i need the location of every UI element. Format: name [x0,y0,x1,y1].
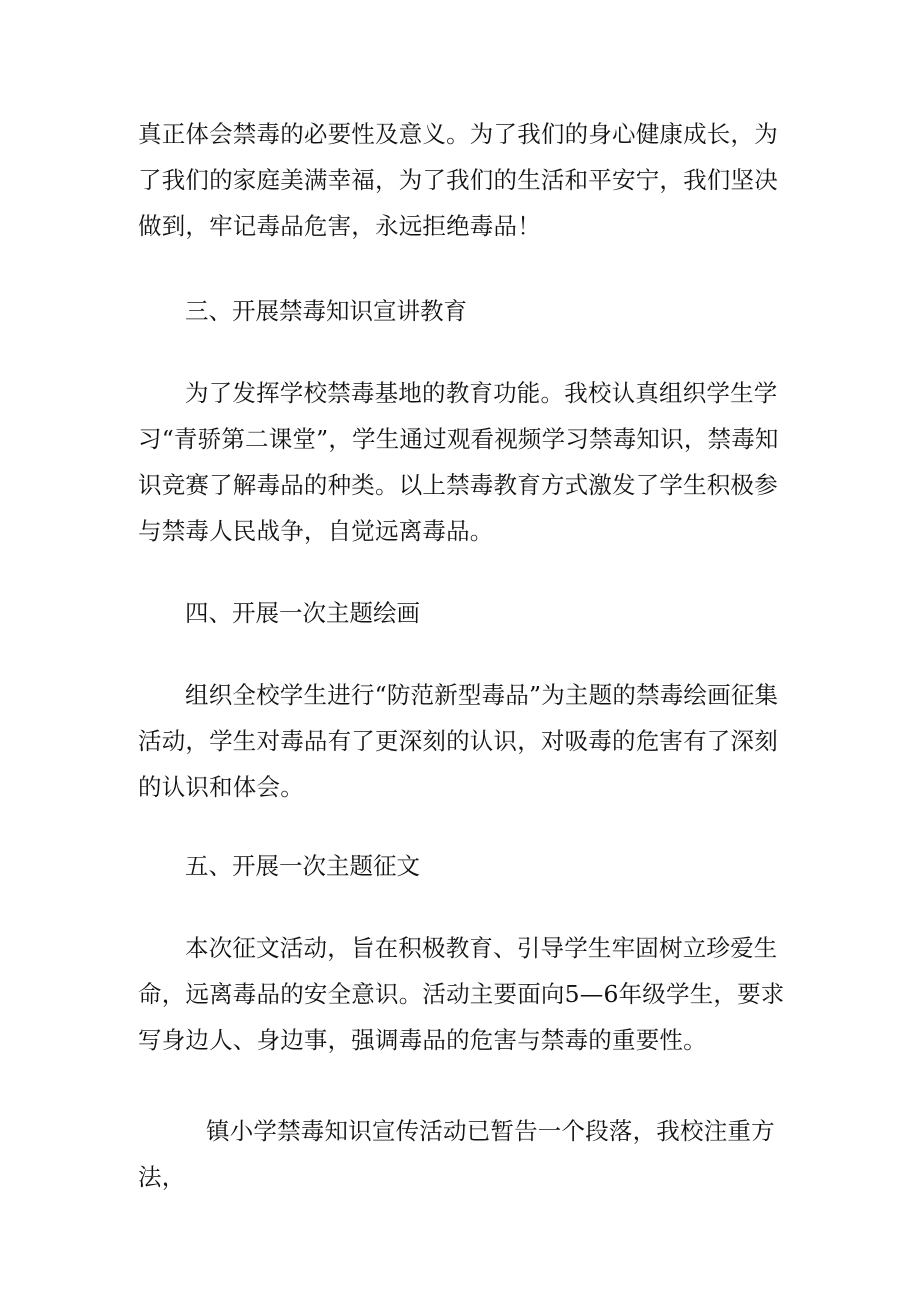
section-heading-5: 五、开展一次主题征文 [185,852,420,880]
section-heading-4: 四、开展一次主题绘画 [185,599,420,627]
paragraph-section-4: 组织全校学生进行“防范新型毒品”为主题的禁毒绘画征集活动，学生对毒品有了更深刻的认识，对吸毒的危害有了深刻的认识和体会。 [138,681,779,801]
paragraph-intro-continuation: 真正体会禁毒的必要性及意义。为了我们的身心健康成长，为了我们的家庭美满幸福，为了我们的生活和平安宁，我们坚决做到，牢记毒品危害，永远拒绝毒品！ [138,120,778,240]
paragraph-section-5: 本次征文活动，旨在积极教育、引导学生牢固树立珍爱生命，远离毒品的安全意识。活动主要面向5—6年级学生，要求写身边人、身边事，强调毒品的危害与禁毒的重要性。 [138,934,785,1054]
section-heading-3: 三、开展禁毒知识宣讲教育 [185,297,467,325]
paragraph-closing: 镇小学禁毒知识宣传活动已暂告一个段落，我校注重方法， [138,1117,775,1191]
paragraph-section-3: 为了发挥学校禁毒基地的教育功能。我校认真组织学生学习“青骄第二课堂”，学生通过观看视频学习禁毒知识，禁毒知识竞赛了解毒品的种类。以上禁毒教育方式激发了学生积极参与禁毒人民战争，自觉远离毒品。 [138,379,779,545]
